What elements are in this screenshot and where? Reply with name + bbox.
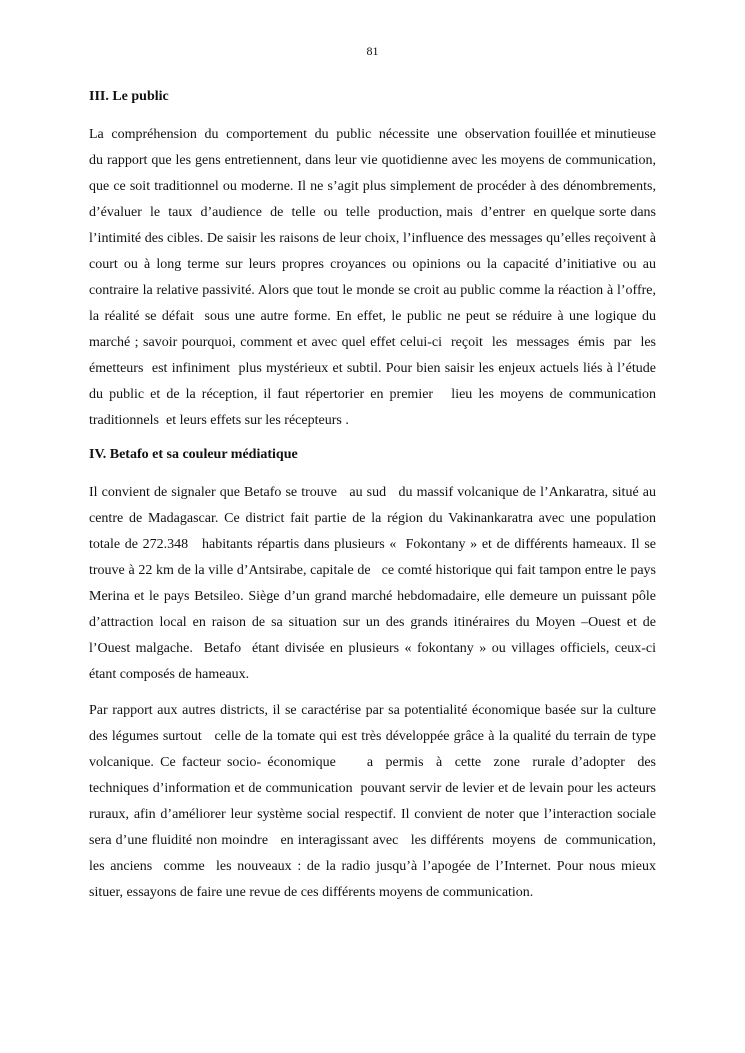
section-le-public bbox=[89, 86, 663, 434]
section-betafo bbox=[89, 444, 667, 906]
paragraph: Par rapport aux autres districts, il se caractérise par sa potentialité économique basée sur la culture des légumes surtout celle de la tomate qui est très développée grâce à la qualité du terrain de type volcanique. Ce facteur socio- économique a permis à cette zone rurale d’adopter des techniques d’information et de communication pouvant servir de levier et de levain pour les acteurs ruraux, afin d’améliorer leur système social respectif. Il convient de noter que l’interaction sociale sera d’une fluidité non moindre en interagissant avec les différents moyens de communication, les anciens comme les nouveaux : de la radio jusqu’à l’apogée de l’Internet. Pour nous mieux situer, essayons de faire une revue de ces différents moyens de communication. bbox=[89, 703, 667, 900]
paragraph: La compréhension du comportement du public nécessite une observation fouillée et minutieuse du rapport que les gens entretiennent, dans leur vie quotidienne avec les moyens de communication, que ce soit traditionnel ou moderne. Il ne s’agit plus simplement de procéder à des dénombrements, d’évaluer le taux d’audience de telle ou telle production, mais d’entrer en quelque sorte dans l’intimité des cibles. De saisir les raisons de leur choix, l’influence des messages qu’elles reçoivent à court ou à long terme sur leurs propres croyances ou opinions ou la capacité d’initiative ou au contraire la relative passivité. Alors que tout le monde se croit au public comme la réaction à l’offre, la réalité se défait sous une autre forme. En effet, le public ne peut se réduire à une logique du marché ; savoir pourquoi, comment et avec quel effet celui-ci reçoit les messages émis par les émetteurs est infiniment plus mystérieux et subtil. Pour bien saisir les enjeux actuels liés à l’étude du public et de la réception, il faut répertorier en premier lieu les moyens de communication traditionnels et leurs effets sur les récepteurs . bbox=[89, 127, 663, 428]
document-body bbox=[89, 86, 667, 916]
page-number: 81 bbox=[366, 44, 379, 58]
paragraph: Il convient de signaler que Betafo se trouve au sud du massif volcanique de l’Ankaratra, situé au centre de Madagascar. Ce district fait partie de la région du Vakinankaratra avec une population totale de 272.348 habitants répartis dans plusieurs « Fokontany » et de différents hameaux. Il se trouve à 22 km de la ville d’Antsirabe, capitale de ce comté historique qui fait tampon entre le pays Merina et le pays Betsileo. Siège d’un grand marché hebdomadaire, elle demeure un puissant pôle d’attraction local en raison de sa situation sur un des grands itinéraires du Moyen –Ouest et de l’Ouest malgache. Betafo étant divisée en plusieurs « fokontany » ou villages officiels, ceux-ci étant composés de hameaux. bbox=[89, 485, 660, 682]
section-heading: III. Le public bbox=[89, 89, 169, 104]
section-heading: IV. Betafo et sa couleur médiatique bbox=[89, 447, 298, 462]
